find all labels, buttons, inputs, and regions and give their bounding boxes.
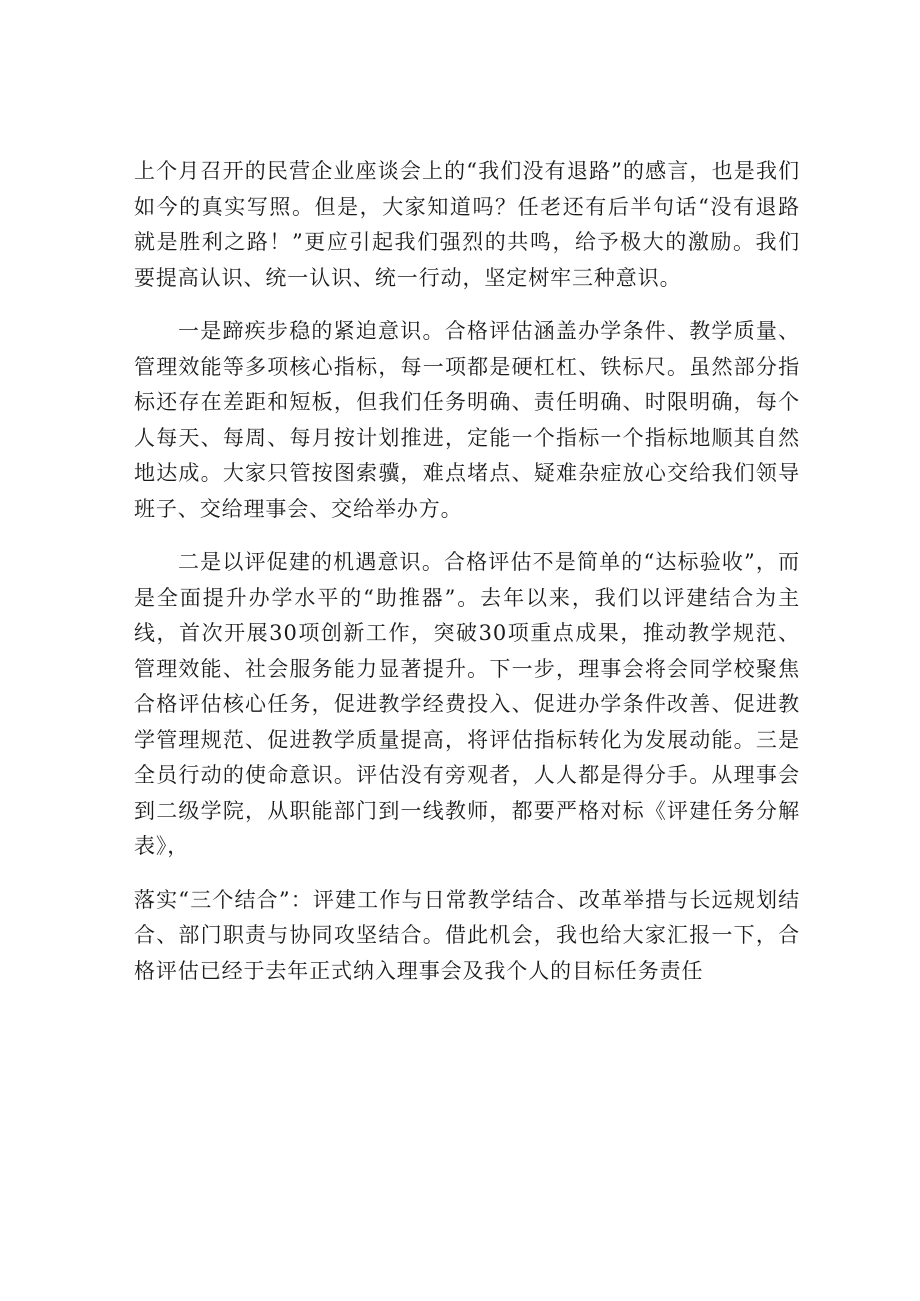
paragraph-urgency: 一是蹄疾步稳的紧迫意识。合格评估涵盖办学条件、教学质量、管理效能等多项核心指标，每一项都是硬杠杠、铁标尺。虽然部分指标还存在差距和短板，但我们任务明确、责任明确、时限明确，每个人每天、每周、每月按计划推进，定能一个指标一个指标地顺其自然地达成。大家只管按图索骥，难点堵点、疑难杂症放心交给我们领导班子、交给理事会、交给举办方。 (134, 319, 800, 521)
paragraph-intro: 上个月召开的民营企业座谈会上的“我们没有退路”的感言，也是我们如今的真实写照。但是，大家知道吗？任老还有后半句话“没有退路就是胜利之路！”更应引起我们强烈的共鸣，给予极大的激励。我们要提高认识、统一认识、统一行动，坚定树牢三种意识。 (134, 159, 800, 290)
paragraph-implementation: 落实“三个结合”：评建工作与日常教学结合、改革举措与长远规划结合、部门职责与协同攻坚结合。借此机会，我也给大家汇报一下，合格评估已经于去年正式纳入理事会及我个人的目标任务责任 (134, 887, 800, 983)
paragraph-opportunity: 二是以评促建的机遇意识。合格评估不是简单的“达标验收”，而是全面提升办学水平的“助推器”。去年以来，我们以评建结合为主线，首次开展30项创新工作，突破30项重点成果，推动教学规范、管理效能、社会服务能力显著提升。下一步，理事会将会同学校聚焦合格评估核心任务，促进教学经费投入、促进办学条件改善、促进教学管理规范、促进教学质量提高，将评估指标转化为发展动能。三是全员行动的使命意识。评估没有旁观者，人人都是得分手。从理事会到二级学院，从职能部门到一线教师，都要严格对标《评建任务分解表》， (134, 550, 800, 858)
document-body (134, 154, 800, 989)
